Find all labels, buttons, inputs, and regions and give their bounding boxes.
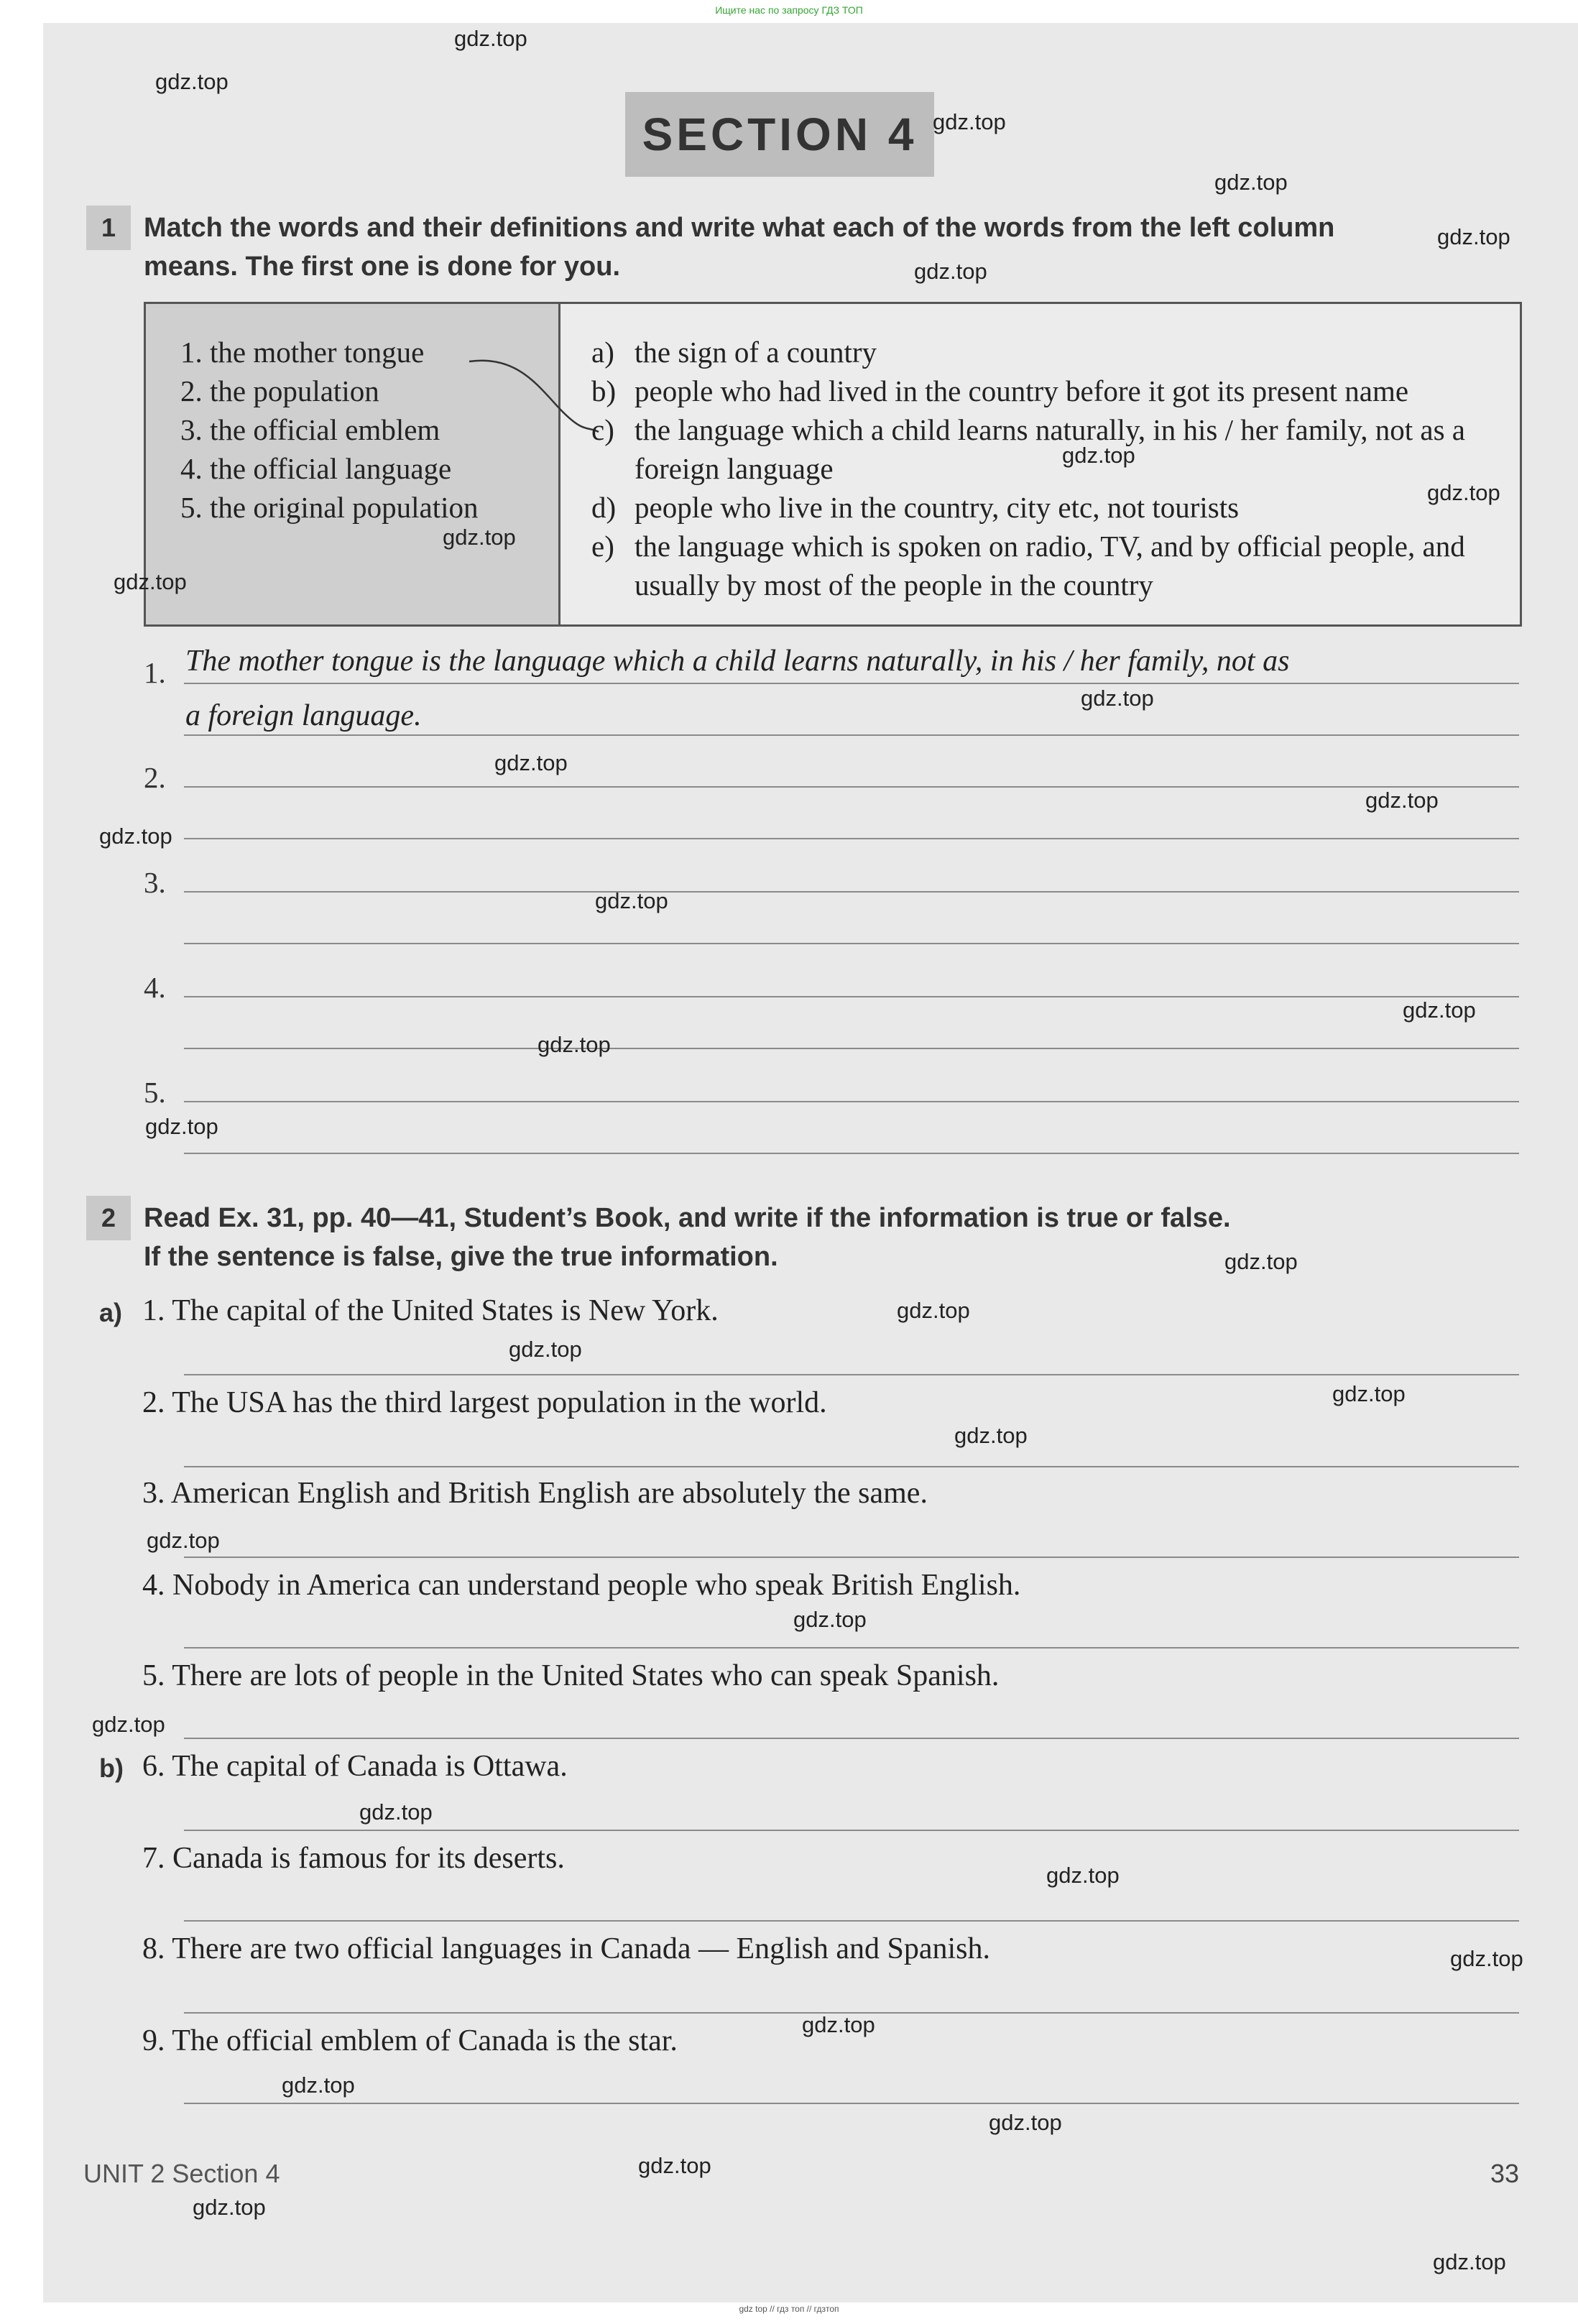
watermark: gdz.top bbox=[537, 1032, 611, 1057]
watermark: gdz.top bbox=[1365, 788, 1439, 813]
writing-line[interactable] bbox=[184, 683, 1519, 684]
watermark: gdz.top bbox=[914, 259, 987, 284]
watermark: gdz.top bbox=[155, 69, 229, 94]
right-item: a) the sign of a country bbox=[591, 336, 877, 369]
answer-number: 4. bbox=[144, 971, 166, 1004]
statement: 2. The USA has the third largest population in the world. bbox=[142, 1386, 827, 1419]
watermark: gdz.top bbox=[282, 2072, 355, 2098]
right-item: b) people who had lived in the country before it got its present name bbox=[591, 374, 1409, 407]
watermark: gdz.top bbox=[1062, 443, 1135, 468]
watermark: gdz.top bbox=[494, 750, 568, 775]
left-item: 5. the original population bbox=[180, 491, 479, 524]
watermark: gdz.top bbox=[802, 2012, 875, 2037]
writing-line[interactable] bbox=[184, 1557, 1519, 1558]
watermark: gdz.top bbox=[99, 824, 172, 849]
footer-unit-label: UNIT 2 Section 4 bbox=[83, 2159, 280, 2188]
instruction-line: Read Ex. 31, pp. 40—41, Student’s Book, and write if the information is true or false. bbox=[144, 1203, 1231, 1233]
watermark: gdz.top bbox=[989, 2110, 1062, 2135]
answer-number: 1. bbox=[144, 656, 166, 689]
page-number: 33 bbox=[1490, 2159, 1520, 2188]
writing-line[interactable] bbox=[184, 786, 1519, 788]
watermark: gdz.top bbox=[793, 1607, 867, 1632]
writing-line[interactable] bbox=[184, 838, 1519, 839]
watermark: gdz.top bbox=[1214, 170, 1288, 195]
writing-line[interactable] bbox=[184, 1830, 1519, 1831]
instruction-line: If the sentence is false, give the true information. bbox=[144, 1242, 778, 1272]
answer-number: 3. bbox=[144, 866, 166, 899]
left-item: 3. the official emblem bbox=[180, 413, 440, 446]
statement: 6. The capital of Canada is Ottawa. bbox=[142, 1750, 568, 1783]
right-item: d) people who live in the country, city etc, not tourists bbox=[591, 491, 1240, 524]
top-banner: Ищите нас по запросу ГДЗ ТОП bbox=[715, 4, 863, 16]
left-item: 1. the mother tongue bbox=[180, 336, 425, 369]
answer-1-line-1: The mother tongue is the language which a child learns naturally, in his / her family, not as bbox=[185, 645, 1290, 678]
watermark: gdz.top bbox=[114, 569, 187, 594]
writing-line[interactable] bbox=[184, 1738, 1519, 1739]
watermark: gdz.top bbox=[897, 1298, 970, 1323]
exercise-2-instruction bbox=[144, 1199, 1231, 1276]
writing-line[interactable] bbox=[184, 1101, 1519, 1102]
answer-number: 5. bbox=[144, 1076, 166, 1109]
watermark: gdz.top bbox=[1403, 997, 1476, 1023]
watermark: gdz.top bbox=[1433, 2249, 1506, 2274]
watermark: gdz.top bbox=[1224, 1249, 1298, 1274]
writing-line[interactable] bbox=[184, 996, 1519, 997]
left-item: 2. the population bbox=[180, 374, 379, 407]
watermark: gdz.top bbox=[454, 26, 527, 51]
writing-line[interactable] bbox=[184, 1153, 1519, 1154]
right-item: e) the language which is spoken on radio, TV, and by official people, and usually by most of the people in the country bbox=[591, 530, 1465, 601]
watermark: gdz.top bbox=[193, 2195, 266, 2220]
writing-line[interactable] bbox=[184, 943, 1519, 944]
watermark: gdz.top bbox=[638, 2153, 711, 2178]
statement: 7. Canada is famous for its deserts. bbox=[142, 1842, 565, 1875]
writing-line[interactable] bbox=[184, 1048, 1519, 1049]
watermark: gdz.top bbox=[954, 1423, 1028, 1448]
watermark: gdz.top bbox=[595, 888, 668, 913]
part-b-label: b) bbox=[99, 1753, 124, 1783]
statement: 4. Nobody in America can understand people who speak British English. bbox=[142, 1569, 1021, 1602]
watermark: gdz.top bbox=[1046, 1863, 1120, 1888]
part-a-label: a) bbox=[99, 1298, 123, 1327]
watermark: gdz.top bbox=[1450, 1946, 1523, 1971]
instruction-line: Match the words and their definitions and write what each of the words from the left column bbox=[144, 213, 1335, 243]
right-item: c) the language which a child learns naturally, in his / her family, not as a foreign language bbox=[591, 413, 1465, 485]
watermark: gdz.top bbox=[359, 1799, 433, 1825]
watermark: gdz.top bbox=[1332, 1381, 1406, 1406]
writing-line[interactable] bbox=[184, 2103, 1519, 2104]
statement: 1. The capital of the United States is New York. bbox=[142, 1294, 719, 1327]
statement: 8. There are two official languages in Canada — English and Spanish. bbox=[142, 1932, 990, 1965]
answer-number: 2. bbox=[144, 761, 166, 794]
example-connector-line bbox=[462, 347, 606, 433]
exercise-2-number: 2 bbox=[86, 1196, 131, 1240]
watermark: gdz.top bbox=[443, 525, 516, 550]
writing-line[interactable] bbox=[184, 734, 1519, 736]
matching-table bbox=[144, 302, 1522, 627]
exercise-1-instruction bbox=[144, 208, 1334, 286]
statement: 9. The official emblem of Canada is the star. bbox=[142, 2024, 678, 2057]
exercise-1-number: 1 bbox=[86, 206, 131, 250]
statement: 5. There are lots of people in the United States who can speak Spanish. bbox=[142, 1659, 1000, 1692]
statement: 3. American English and British English are absolutely the same. bbox=[142, 1477, 928, 1510]
answer-1-line-2: a foreign language. bbox=[185, 699, 422, 732]
watermark: gdz.top bbox=[1081, 686, 1154, 711]
left-item: 4. the official language bbox=[180, 452, 452, 485]
watermark: gdz.top bbox=[1427, 480, 1500, 505]
writing-line[interactable] bbox=[184, 1647, 1519, 1649]
watermark: gdz.top bbox=[509, 1337, 582, 1362]
watermark: gdz.top bbox=[933, 109, 1006, 134]
section-title: SECTION 4 bbox=[625, 92, 934, 177]
writing-line[interactable] bbox=[184, 891, 1519, 893]
watermark: gdz.top bbox=[145, 1114, 218, 1139]
watermark: gdz.top bbox=[92, 1712, 165, 1737]
writing-line[interactable] bbox=[184, 1374, 1519, 1375]
writing-line[interactable] bbox=[184, 1920, 1519, 1922]
watermark: gdz.top bbox=[1437, 224, 1510, 249]
bottom-banner: gdz top // гдз топ // гдзтоп bbox=[739, 2304, 839, 2314]
writing-line[interactable] bbox=[184, 1466, 1519, 1467]
instruction-line: means. The first one is done for you. bbox=[144, 252, 620, 282]
watermark: gdz.top bbox=[147, 1528, 220, 1553]
